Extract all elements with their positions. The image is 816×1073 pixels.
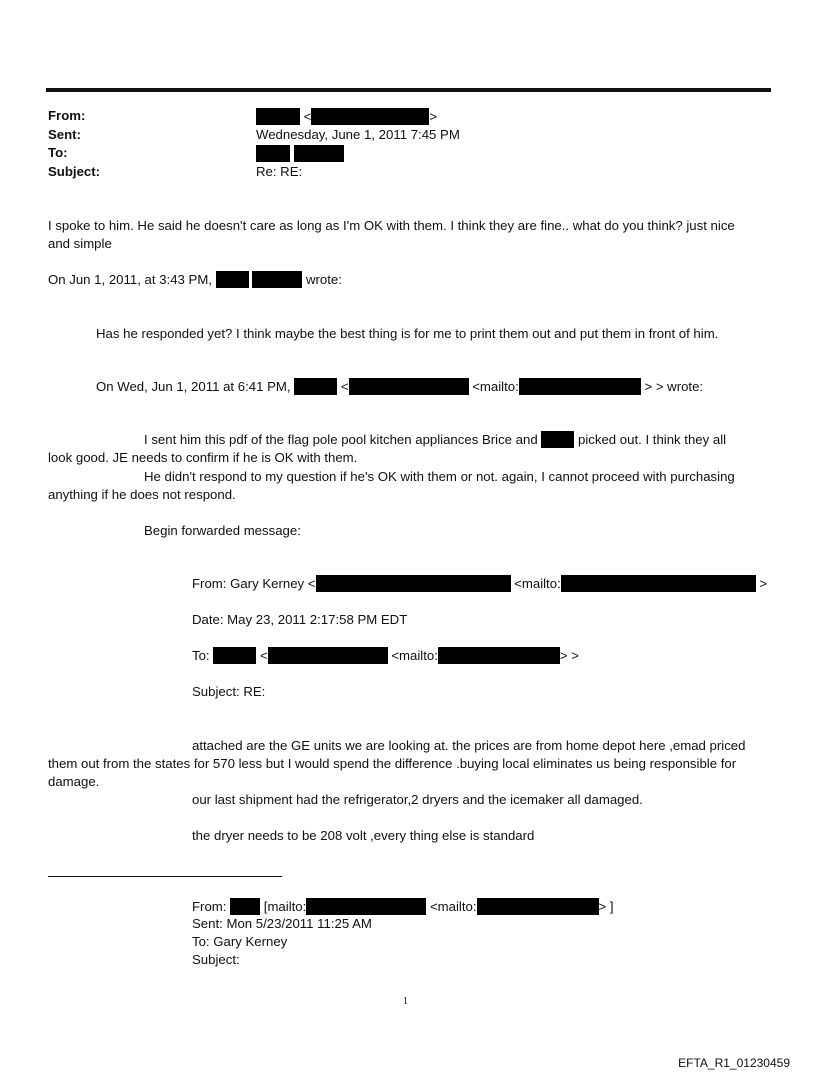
redaction-block [311,108,429,125]
bates-number: EFTA_R1_01230459 [678,1056,790,1070]
to-label: To: [48,145,68,160]
body-line: and simple [48,236,112,251]
sent-value: Wednesday, June 1, 2011 7:45 PM [256,127,460,142]
separator-rule [48,876,282,877]
redaction-block [230,898,260,915]
redaction-block [438,647,560,664]
redaction-block [213,647,256,664]
from-lt: < [303,109,312,124]
redaction-block [294,145,344,162]
orig-subject: Subject: [192,952,240,967]
orig-sent: Sent: Mon 5/23/2011 11:25 AM [192,916,372,931]
body-line: attached are the GE units we are looking at. the prices are from home depot here ,emad priced [192,738,746,753]
redaction-block [256,108,300,125]
redaction-block [268,647,388,664]
redaction-block [256,145,290,162]
body-line: our last shipment had the refrigerator,2 dryers and the icemaker all damaged. [192,792,643,807]
body-line: them out from the states for 570 less but I would spend the difference .buying local eliminates us being responsible for [48,756,737,771]
redaction-block [306,898,426,915]
redaction-block [541,431,574,448]
to-value [256,145,344,162]
redaction-block [519,378,641,395]
from-gt: > [429,109,438,124]
body-line: look good. JE needs to confirm if he is OK with them. [48,450,358,465]
redaction-block [294,378,337,395]
redaction-block [216,271,249,288]
subject-label: Subject: [48,164,101,179]
redaction-block [477,898,599,915]
orig-to: To: Gary Kerney [192,934,288,949]
reply-attribution: On Jun 1, 2011, at 3:43 PM, wrote: [48,272,342,287]
fwd-to: To: < <mailto: > > [192,648,579,663]
body-line: the dryer needs to be 208 volt ,every thing else is standard [192,828,535,843]
sent-label: Sent: [48,127,81,142]
redaction-block [349,378,469,395]
redaction-block [252,271,302,288]
body-line: damage. [48,774,100,789]
body-line: He didn't respond to my question if he's OK with them or not. again, I cannot proceed with purchasing [144,469,735,484]
fwd-subject: Subject: RE: [192,684,266,699]
from-label: From: [48,108,86,123]
reply-attribution: On Wed, Jun 1, 2011 at 6:41 PM, < <mailto: > > wrote: [96,379,704,394]
body-line: I spoke to him. He said he doesn't care as long as I'm OK with them. I think they are fine.. what do you think? just nice [48,218,735,233]
quoted-line: Has he responded yet? I think maybe the best thing is for me to print them out and put them in front of him. [96,326,719,341]
page-number: 1 [403,996,408,1007]
body-line: I sent him this pdf of the flag pole pool kitchen appliances Brice and picked out. I think they all [144,432,727,447]
forward-intro: Begin forwarded message: [144,523,301,538]
header-rule [46,88,771,92]
orig-from: From: [mailto: <mailto: > ] [192,899,614,914]
from-value [256,108,437,125]
redaction-block [561,575,756,592]
fwd-from: From: Gary Kerney < <mailto: > [192,576,768,591]
fwd-date: Date: May 23, 2011 2:17:58 PM EDT [192,612,408,627]
body-line: anything if he does not respond. [48,487,236,502]
subject-value: Re: RE: [256,164,303,179]
redaction-block [316,575,511,592]
